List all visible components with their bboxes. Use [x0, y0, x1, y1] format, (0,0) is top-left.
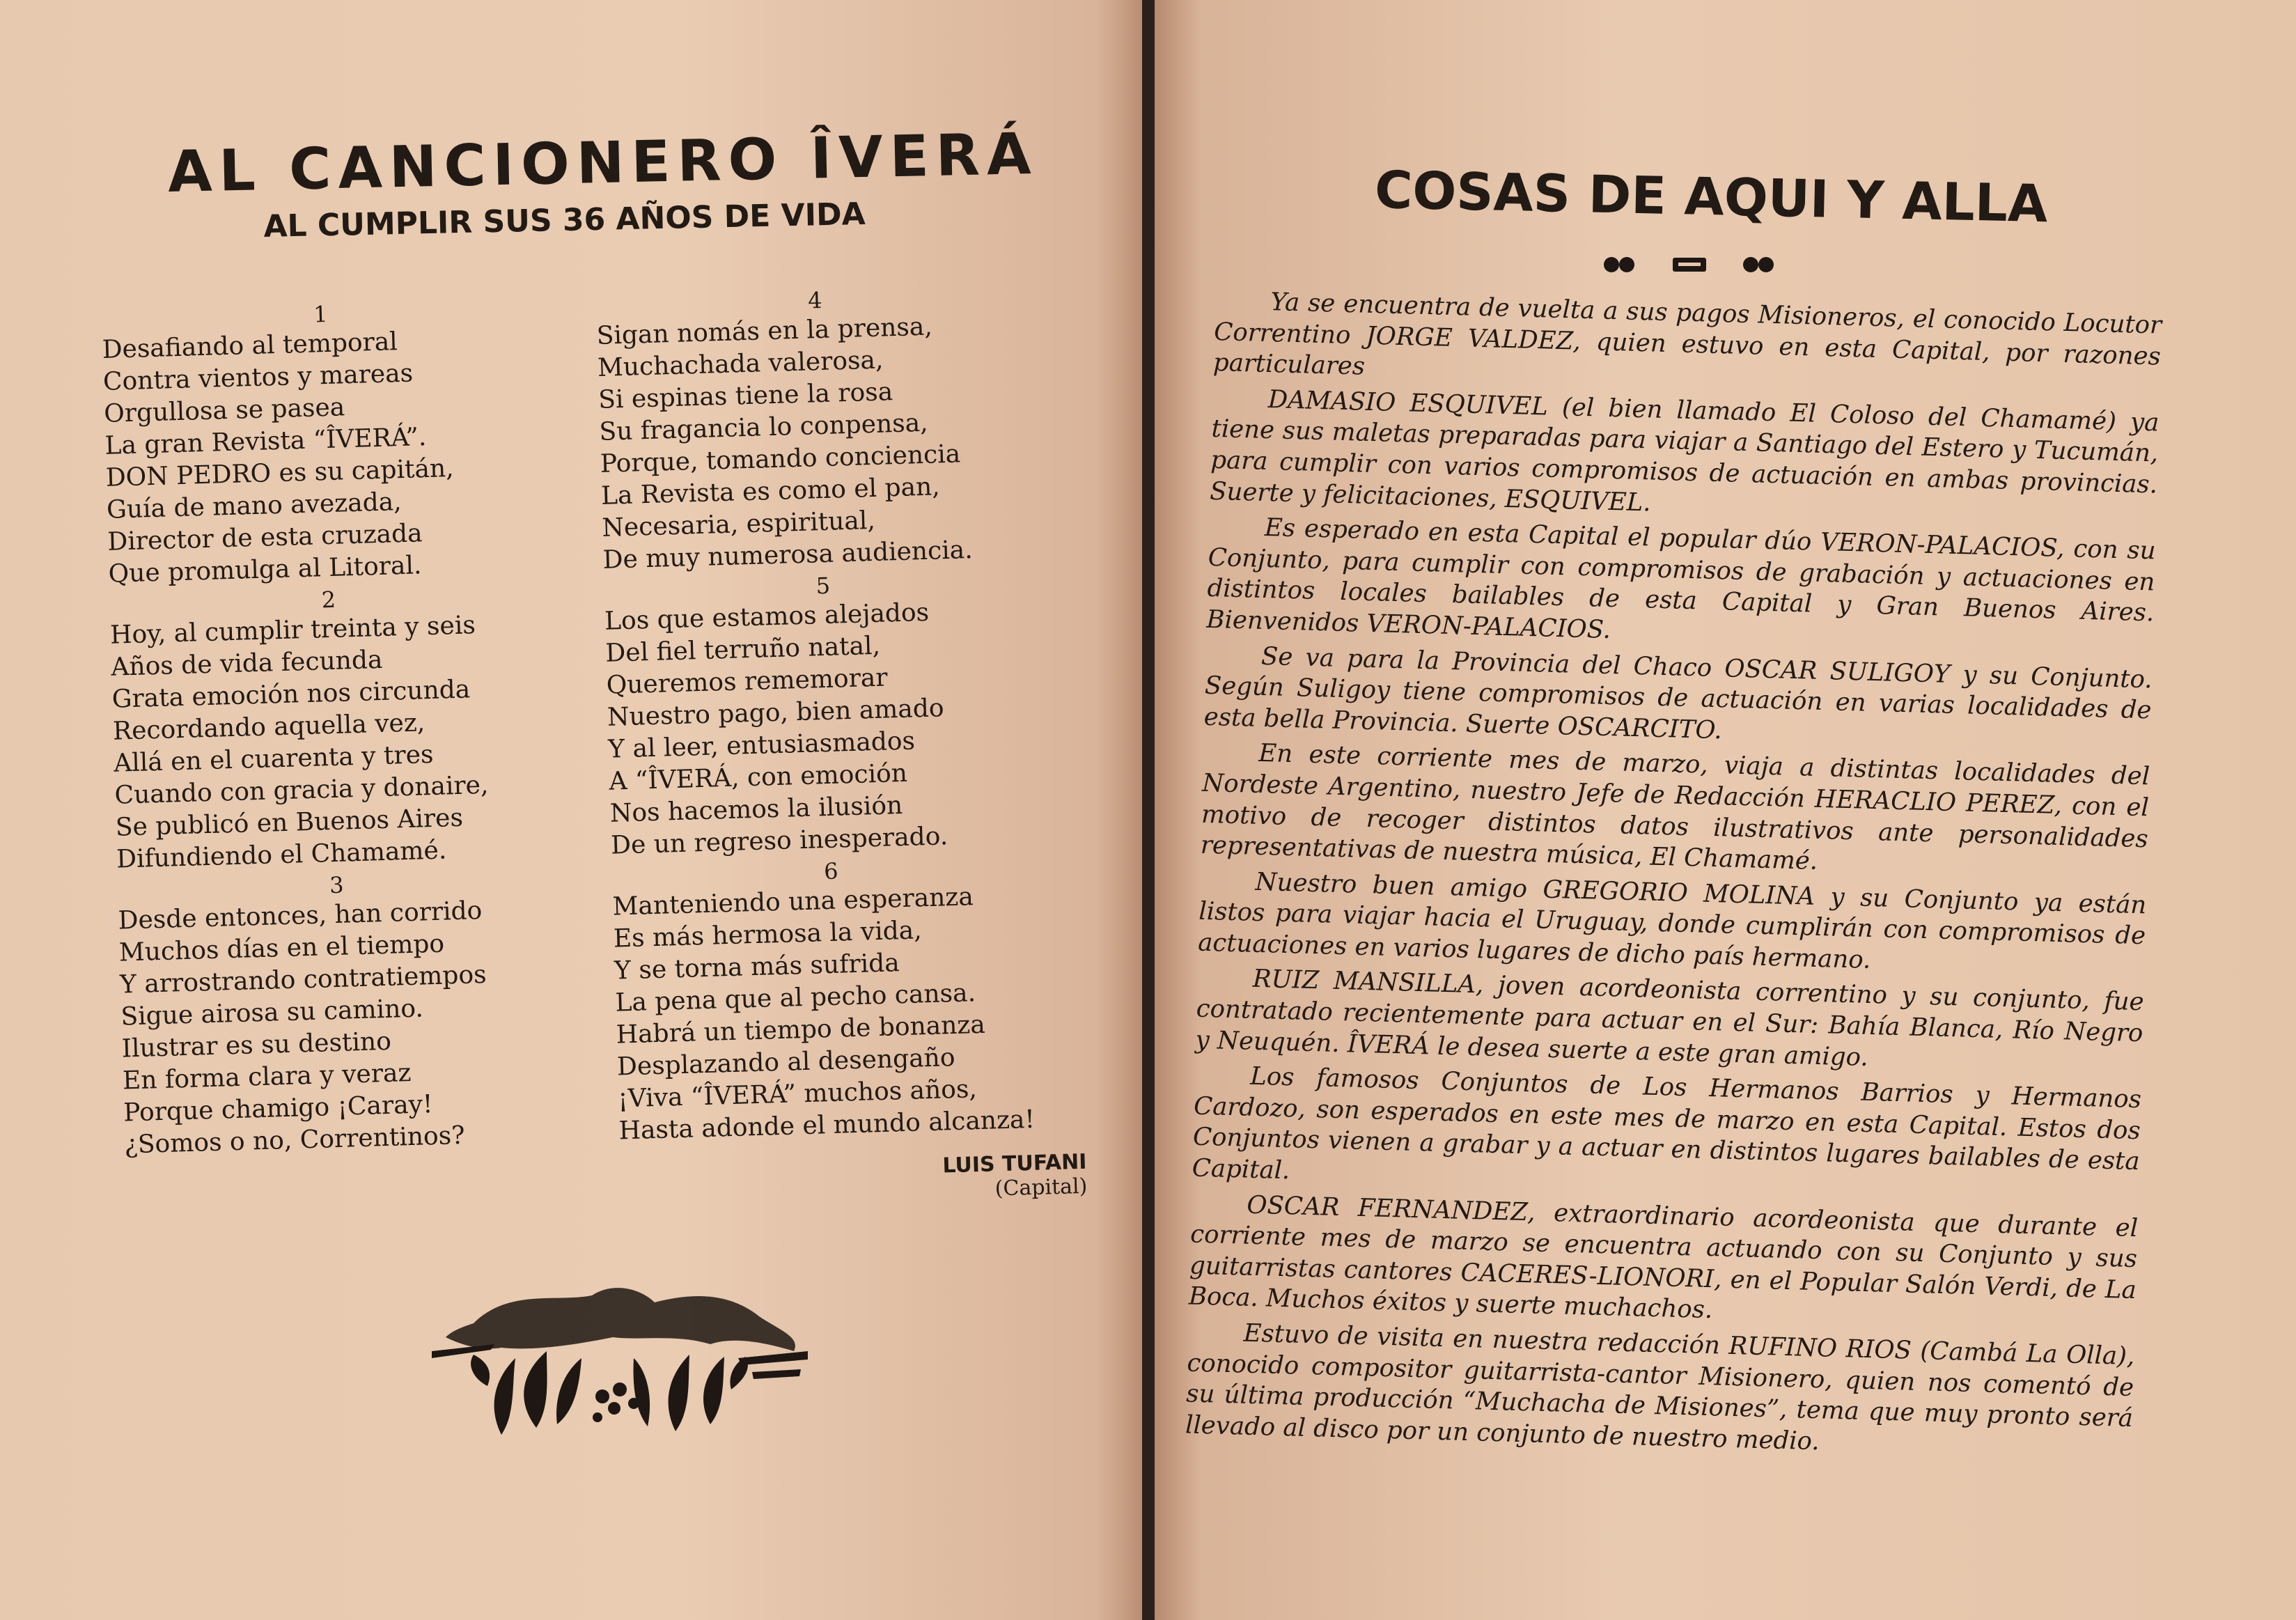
floral-vignette-icon	[432, 1275, 808, 1442]
verse-line: Su fragancia lo conpensa,	[599, 408, 929, 446]
verse-line: Y se torna más sufrida	[614, 949, 900, 986]
verse-line: ¡Viva “ÎVERÁ” muchos años,	[617, 1075, 978, 1114]
stanza	[595, 280, 1042, 576]
news-item: Los famosos Conjuntos de Los Hermanos Barrios y Hermanos Cardozo, son esperados en este mes de marzo en esta Capital. Estos dos Conjuntos vienen a grabar y a actuar en distintos lugares bailables de esta Capital.	[1192, 1061, 2142, 1185]
stanza-number: 4	[807, 286, 823, 314]
verse-line: Y arrostrando contratiempos	[119, 960, 487, 999]
news-item: OSCAR FERNANDEZ, extraordinario acordeonista que durante el corriente mes de marzo se encuentra actuando con su Conjunto y sus guitarristas cantores CACERES-LIONORI, en el Popular Salón Verdi, de La Boca. Muchos éxitos y suerte muchachos.	[1188, 1190, 2139, 1325]
news-item: Estuvo de visita en nuestra redacción RUFINO RIOS (Cambá La Olla), conocido compositor guitarrista-cantor Misionero, quien nos comentó de su última producción “Muchacha de Misiones”, tema que muy pronto será llevado al disco por un conjunto de nuestro medio.	[1185, 1318, 2135, 1456]
dots-and-bar-divider-icon	[1602, 249, 1783, 280]
verse-line: Del fiel terruño natal,	[604, 631, 881, 668]
news-item: En este corriente mes de marzo, viaja a distintas localidades del Nordeste Argentino, nuestro Jefe de Redacción HERACLIO PEREZ, con el motivo de recoger distintos datos ilustrativos ante personalidades representativas de nuestra música, El Chamamé.	[1200, 739, 2150, 876]
poem-column-right	[595, 280, 1058, 1148]
author-signature	[857, 1150, 1088, 1205]
verse-line: Necesaria, espiritual,	[601, 506, 876, 543]
verse-line: De un regreso inesperado.	[610, 822, 948, 860]
stanza	[117, 865, 563, 1161]
verse-line: Porque chamigo ¡Caray!	[123, 1090, 433, 1128]
author-place: (Capital)	[994, 1174, 1088, 1201]
verse-line: Recordando aquella vez,	[112, 708, 425, 746]
verse-line: Los que estamos alejados	[604, 598, 930, 636]
stanza-number: 5	[815, 572, 831, 600]
verse-line: Desde entonces, han corrido	[118, 896, 483, 935]
verse-line: Cuando con gracia y donaire,	[114, 770, 489, 810]
stanza	[101, 294, 547, 590]
poem-subtitle: AL CUMPLIR SUS 36 AÑOS DE VIDA	[263, 196, 866, 244]
stanza	[109, 579, 555, 875]
verse-line: Grata emoción nos circunda	[111, 675, 471, 714]
right-page	[1155, 0, 2296, 1620]
verse-line: Que promulga al Litoral.	[108, 551, 422, 589]
stanza	[603, 566, 1049, 862]
verse-line: Allá en el cuarenta y tres	[113, 740, 434, 778]
stanza	[611, 851, 1058, 1147]
verse-line: De muy numerosa audiencia.	[602, 536, 974, 575]
verse-line: Nos hacemos la ilusión	[609, 790, 903, 828]
verse-line: Difundiendo el Chamamé.	[116, 836, 447, 874]
verse-line: Queremos rememorar	[606, 663, 889, 700]
verse-line: Hasta adonde el mundo alcanza!	[618, 1105, 1036, 1146]
verse-line: La gran Revista “ÎVERÁ”.	[104, 423, 427, 460]
verse-line: Contra vientos y mareas	[102, 359, 414, 396]
section-title: COSAS DE AQUI Y ALLA	[1374, 160, 2049, 235]
verse-line: Manteniendo una esperanza	[612, 882, 974, 921]
verse-line: Si espinas tiene la rosa	[598, 377, 893, 414]
stanza-number: 6	[823, 857, 839, 885]
verse-line: A “ÎVERÁ, con emoción	[609, 758, 908, 796]
stanza-number: 3	[329, 871, 345, 899]
verse-line: DON PEDRO es su capitán,	[105, 453, 455, 492]
verse-line: La Revista es como el pan,	[600, 472, 941, 511]
verse-line: Se publicó en Buenos Aires	[115, 803, 464, 842]
verse-line: Y al leer, entusiasmados	[607, 726, 916, 764]
news-notes	[1185, 286, 2162, 1470]
news-item: Nuestro buen amigo GREGORIO MOLINA y su Conjunto ya están listos para viajar hacia el Uruguay, donde cumplirán con compromisos de actuaciones en varios lugares de dicho país hermano.	[1197, 867, 2147, 974]
poem-title: AL CANCIONERO ÎVERÁ	[167, 120, 1039, 205]
verse-line: Sigue airosa su camino.	[120, 994, 424, 1031]
verse-line: Muchos días en el tiempo	[118, 929, 445, 967]
verse-line: Desplazando al desengaño	[616, 1043, 955, 1082]
verse-line: Habrá un tiempo de bonanza	[616, 1010, 986, 1050]
verse-line: Hoy, al cumplir treinta y seis	[109, 611, 476, 650]
news-item: Ya se encuentra de vuelta a sus pagos Misioneros, el conocido Locutor Correntino JORGE VALDEZ, quien estuvo en esta Capital, por razones particulares	[1212, 288, 2162, 381]
verse-line: Orgullosa se pasea	[103, 393, 345, 428]
news-item: RUIZ MANSILLA, joven acordeonista correntino y su conjunto, fue contratado recientemente para actuar en el Sur: Bahía Blanca, Río Negro y Neuquén. ÎVERÁ le desea suerte a este gran amigo.	[1195, 965, 2145, 1072]
news-item: DAMASIO ESQUIVEL (el bien llamado El Coloso del Chamamé) ya tiene sus maletas preparadas para viajar a Santiago del Estero y Tucumán, para cumplir con varios compromisos de actuación en ambas provincias. Suerte y felicitaciones, ESQUIVEL.	[1209, 384, 2160, 517]
stanza-number: 2	[321, 586, 336, 614]
left-page	[0, 0, 1142, 1620]
verse-line: En forma clara y veraz	[122, 1059, 412, 1096]
verse-line: Desafiando al temporal	[102, 327, 398, 364]
news-item: Es esperado en esta Capital el popular dúo VERON-PALACIOS, con su Conjunto, para cumplir con compromisos de grabación y actuaciones en distintos locales bailables de esta Capital y Gran Buenos Aires. Bienvenidos VERON-PALACIOS.	[1205, 513, 2157, 644]
verse-line: ¿Somos o no, Correntinos?	[124, 1121, 465, 1160]
verse-line: Director de esta cruzada	[107, 519, 423, 556]
poem-column-left	[101, 294, 563, 1162]
news-item: Se va para la Provincia del Chaco OSCAR SULIGOY y su Conjunto. Según Suligoy tiene compromisos de actuación en varias localidades de esta bella Provincia. Suerte OSCARCITO.	[1203, 641, 2153, 745]
verse-line: Años de vida fecunda	[110, 645, 383, 682]
author-name: LUIS TUFANI	[942, 1149, 1087, 1178]
verse-line: Es más hermosa la vida,	[613, 916, 923, 953]
verse-line: Nuestro pago, bien amado	[607, 694, 945, 732]
verse-line: Sigan nomás en la prensa,	[596, 312, 933, 350]
verse-line: Ilustrar es su destino	[121, 1027, 392, 1064]
verse-line: La pena que al pecho cansa.	[614, 979, 976, 1018]
stanza-number: 1	[313, 300, 329, 328]
verse-line: Porque, tomando conciencia	[600, 439, 961, 478]
verse-line: Muchachada valerosa,	[597, 345, 884, 382]
verse-line: Guía de mano avezada,	[106, 488, 403, 524]
